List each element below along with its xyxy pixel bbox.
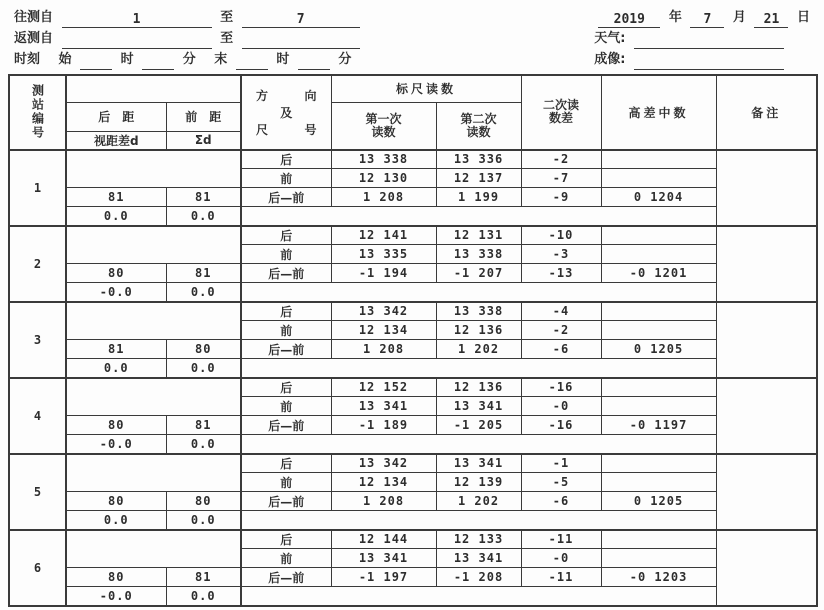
remarks-cell [716,530,817,606]
reading-diff-back: -2 [521,150,601,169]
station-row-back [9,226,817,245]
front-distance-value: 81 [166,264,241,283]
start-minute-field[interactable] [142,54,174,70]
back-distance-value: 81 [66,340,166,359]
station-row-dist-diff [9,207,817,226]
mean-height-diff-value: -0 1197 [601,416,716,435]
mean-empty-front [601,473,716,492]
back-distance-value: 80 [66,568,166,587]
sum-d-value: 0.0 [166,359,241,378]
direction-back-minus-front-label: 后—前 [241,340,331,359]
sum-d-value: 0.0 [166,207,241,226]
distance-empty-cell [66,454,241,492]
form-header-right [594,7,814,71]
mean-height-diff-header: 高差中数 [601,75,716,150]
return-to-field[interactable] [242,33,360,49]
first-reading-back: 13 338 [331,150,436,169]
first-reading-front: 12 130 [331,169,436,188]
second-diff-header [521,75,601,150]
hour-label-2: 时 [276,52,290,67]
mean-empty-back [601,378,716,397]
first-reading-diff: 1 208 [331,188,436,207]
direction-front-label: 前 [241,321,331,340]
form-header [0,0,824,74]
station-bottom-empty-cell [241,207,716,226]
mean-height-diff-value: 0 1205 [601,492,716,511]
reading-diff-back: -4 [521,302,601,321]
time-start-label: 始 [58,52,72,67]
forward-measure-label: 往测自 [14,10,54,25]
first-reading-back: 12 141 [331,226,436,245]
front-distance-value: 81 [166,188,241,207]
first-reading-diff: -1 197 [331,568,436,587]
second-reading-back: 13 338 [436,302,521,321]
second-reading-back: 12 136 [436,378,521,397]
distance-diff-value: -0.0 [66,283,166,302]
year-label: 年 [668,10,682,25]
rod-reading-header: 标尺读数 [331,75,521,102]
direction-back-minus-front-label: 后—前 [241,416,331,435]
mean-empty-front [601,321,716,340]
reading-diff-diff: -9 [521,188,601,207]
first-reading-header-line1: 第一次 [365,111,402,126]
station-row-back-minus-front [9,492,817,511]
mean-empty-back [601,454,716,473]
reading-diff-front: -5 [521,473,601,492]
first-reading-header [331,102,436,150]
return-measure-label: 返测自 [14,31,54,46]
distance-empty-cell [66,378,241,416]
leveling-table [8,74,818,607]
mean-height-diff-value: 0 1204 [601,188,716,207]
first-reading-front: 12 134 [331,321,436,340]
reading-diff-back: -1 [521,454,601,473]
distance-diff-header: 视距差d [66,131,166,150]
mean-empty-front [601,397,716,416]
direction-back-label: 后 [241,150,331,169]
direction-front-label: 前 [241,169,331,188]
second-reading-diff: 1 202 [436,492,521,511]
first-reading-diff: -1 194 [331,264,436,283]
return-from-field[interactable] [62,33,212,49]
first-reading-diff: 1 208 [331,340,436,359]
second-reading-header-line2: 读数 [466,124,491,139]
second-reading-header-line1: 第二次 [460,111,497,126]
sum-d-header: Σd [166,131,241,150]
station-row-back [9,454,817,473]
station-row-back-minus-front [9,568,817,587]
station-bottom-empty-cell [241,435,716,454]
minute-label: 分 [182,52,196,67]
second-reading-diff: 1 202 [436,340,521,359]
second-reading-diff: -1 208 [436,568,521,587]
month-field[interactable]: 7 [690,12,724,28]
direction-front-label: 前 [241,473,331,492]
front-distance-header: 前 距 [166,102,241,131]
time-end-label: 末 [214,52,228,67]
second-reading-front: 13 341 [436,549,521,568]
imaging-label: 成像: [594,52,626,67]
second-reading-front: 13 338 [436,245,521,264]
direction-back-minus-front-label: 后—前 [241,264,331,283]
second-reading-back: 12 131 [436,226,521,245]
mean-height-diff-value: 0 1205 [601,340,716,359]
direction-char-xiang: 向 [304,88,317,103]
distance-diff-value: 0.0 [66,359,166,378]
station-bottom-empty-cell [241,283,716,302]
station-bottom-empty-cell [241,359,716,378]
direction-rod-header [241,75,331,150]
time-line [14,49,364,70]
direction-char-fang: 方 [256,88,269,103]
mean-empty-front [601,549,716,568]
reading-diff-front: -2 [521,321,601,340]
first-reading-front: 13 341 [331,397,436,416]
direction-back-label: 后 [241,530,331,549]
month-label: 月 [732,10,746,25]
front-distance-value: 80 [166,492,241,511]
weather-field[interactable] [634,33,784,49]
forward-measure-line [14,7,364,28]
weather-label: 天气: [594,31,626,46]
first-reading-header-line2: 读数 [371,124,396,139]
mean-height-diff-value: -0 1203 [601,568,716,587]
direction-back-label: 后 [241,454,331,473]
distance-empty-cell [66,226,241,264]
remarks-cell [716,378,817,454]
sum-d-value: 0.0 [166,435,241,454]
weather-line [594,28,810,49]
first-reading-back: 12 144 [331,530,436,549]
station-number-header-text: 测站编号 [30,84,45,141]
distance-empty-cell [66,150,241,188]
station-number: 5 [9,454,66,530]
station-bottom-empty-cell [241,511,716,530]
second-reading-diff: -1 207 [436,264,521,283]
second-reading-back: 13 336 [436,150,521,169]
sum-d-value: 0.0 [166,511,241,530]
front-distance-value: 81 [166,568,241,587]
distance-diff-value: 0.0 [66,511,166,530]
remarks-cell [716,302,817,378]
back-distance-header: 后 距 [66,102,166,131]
to-label-2: 至 [220,31,234,46]
direction-front-label: 前 [241,549,331,568]
second-reading-diff: 1 199 [436,188,521,207]
direction-char-ji: 及 [280,105,293,120]
distance-diff-value: -0.0 [66,435,166,454]
second-reading-front: 12 137 [436,169,521,188]
direction-char-chi: 尺 [256,122,269,137]
reading-diff-front: -0 [521,549,601,568]
station-number: 4 [9,378,66,454]
reading-diff-front: -0 [521,397,601,416]
forward-from-field[interactable]: 1 [62,12,212,28]
remarks-cell [716,226,817,302]
reading-diff-diff: -11 [521,568,601,587]
imaging-line [594,49,810,70]
table-header-row-1 [9,75,817,102]
direction-char-hao: 号 [304,122,317,137]
remarks-cell [716,454,817,530]
station-row-dist-diff [9,511,817,530]
direction-back-minus-front-label: 后—前 [241,568,331,587]
reading-diff-front: -7 [521,169,601,188]
second-reading-header [436,102,521,150]
station-row-back-minus-front [9,188,817,207]
back-distance-value: 81 [66,188,166,207]
reading-diff-diff: -13 [521,264,601,283]
station-row-dist-diff [9,359,817,378]
mean-empty-front [601,245,716,264]
direction-back-minus-front-label: 后—前 [241,188,331,207]
start-hour-field[interactable] [80,54,112,70]
remarks-cell [716,150,817,226]
station-row-back [9,378,817,397]
reading-diff-back: -11 [521,530,601,549]
mean-empty-back [601,150,716,169]
day-field[interactable]: 21 [754,12,788,28]
mean-empty-back [601,302,716,321]
station-row-back-minus-front [9,264,817,283]
first-reading-front: 12 134 [331,473,436,492]
station-number-header [9,75,66,150]
forward-to-field[interactable]: 7 [242,12,360,28]
second-reading-diff: -1 205 [436,416,521,435]
hour-label: 时 [120,52,134,67]
station-number: 3 [9,302,66,378]
back-distance-value: 80 [66,264,166,283]
mean-empty-back [601,226,716,245]
station-row-back-minus-front [9,416,817,435]
date-line [594,7,810,28]
first-reading-diff: -1 189 [331,416,436,435]
direction-front-label: 前 [241,397,331,416]
station-row-back [9,150,817,169]
form-header-left [14,7,364,71]
second-diff-header-line2: 数差 [549,111,574,126]
station-row-back [9,530,817,549]
distance-diff-value: 0.0 [66,207,166,226]
first-reading-front: 13 335 [331,245,436,264]
station-row-back [9,302,817,321]
return-measure-line [14,28,364,49]
station-number: 1 [9,150,66,226]
reading-diff-diff: -6 [521,340,601,359]
station-row-dist-diff [9,283,817,302]
reading-diff-back: -10 [521,226,601,245]
station-number: 6 [9,530,66,606]
first-reading-back: 13 342 [331,302,436,321]
end-hour-field[interactable] [236,54,268,70]
second-reading-front: 12 136 [436,321,521,340]
mean-height-diff-value: -0 1201 [601,264,716,283]
sum-d-value: 0.0 [166,587,241,606]
reading-diff-front: -3 [521,245,601,264]
station-row-dist-diff [9,435,817,454]
sum-d-value: 0.0 [166,283,241,302]
direction-back-label: 后 [241,226,331,245]
second-reading-front: 13 341 [436,397,521,416]
reading-diff-diff: -16 [521,416,601,435]
end-minute-field[interactable] [298,54,330,70]
second-reading-front: 12 139 [436,473,521,492]
reading-diff-diff: -6 [521,492,601,511]
mean-empty-back [601,530,716,549]
distance-header-empty [66,75,241,102]
distance-empty-cell [66,530,241,568]
second-diff-header-line1: 二次读 [543,98,580,113]
station-row-back-minus-front [9,340,817,359]
first-reading-back: 12 152 [331,378,436,397]
reading-diff-back: -16 [521,378,601,397]
distance-empty-cell [66,302,241,340]
first-reading-front: 13 341 [331,549,436,568]
back-distance-value: 80 [66,416,166,435]
direction-back-label: 后 [241,378,331,397]
direction-back-minus-front-label: 后—前 [241,492,331,511]
second-reading-back: 13 341 [436,454,521,473]
front-distance-value: 80 [166,340,241,359]
day-label: 日 [796,10,810,25]
mean-empty-front [601,169,716,188]
station-bottom-empty-cell [241,587,716,606]
direction-back-label: 后 [241,302,331,321]
year-field[interactable]: 2019 [598,12,660,28]
distance-diff-value: -0.0 [66,587,166,606]
station-number: 2 [9,226,66,302]
direction-rod-header-layout [244,84,329,141]
minute-label-2: 分 [338,52,352,67]
to-label: 至 [220,10,234,25]
remarks-header: 备注 [716,75,817,150]
station-row-dist-diff [9,587,817,606]
time-label: 时刻 [14,52,41,67]
imaging-field[interactable] [634,54,784,70]
first-reading-back: 13 342 [331,454,436,473]
direction-front-label: 前 [241,245,331,264]
first-reading-diff: 1 208 [331,492,436,511]
second-reading-back: 12 133 [436,530,521,549]
front-distance-value: 81 [166,416,241,435]
back-distance-value: 80 [66,492,166,511]
